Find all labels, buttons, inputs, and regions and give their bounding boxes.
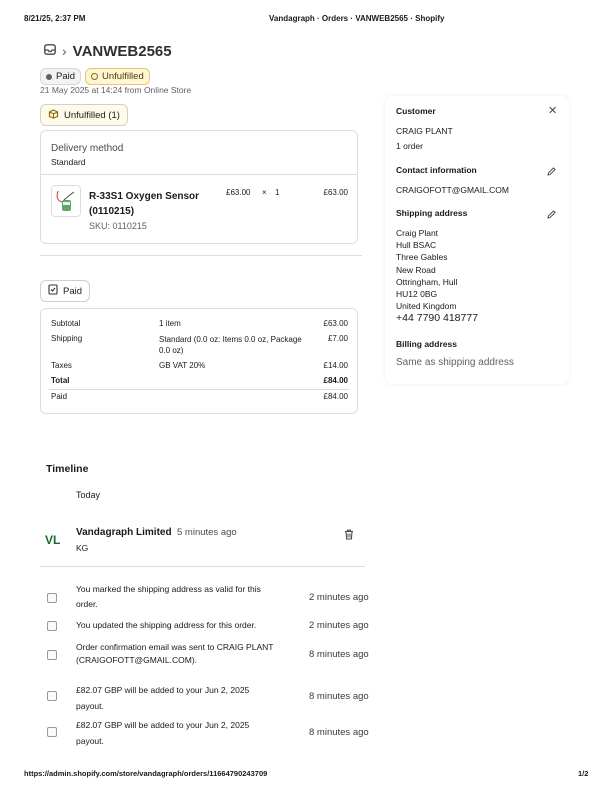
print-url[interactable]: https://admin.shopify.com/store/vandagraph/orders/11664790243709 (24, 769, 268, 778)
order-title-row (44, 42, 172, 60)
section-divider (40, 255, 362, 256)
paid-status-label: Paid (63, 285, 83, 297)
customer-orders[interactable]: 1 order (396, 141, 423, 151)
taxes-desc[interactable]: GB VAT 20% (159, 361, 206, 370)
product-name-line2: (0110215) (89, 206, 135, 217)
event-time: 8 minutes ago (309, 691, 369, 702)
billing-address-label: Billing address (396, 339, 457, 349)
event-checkbox[interactable] (47, 593, 57, 603)
times-sign: × (262, 188, 267, 197)
customer-section-label: Customer (396, 106, 436, 116)
comment-time: 5 minutes ago (177, 527, 237, 538)
address-line: Three Gables (396, 252, 448, 263)
event-checkbox[interactable] (47, 727, 57, 737)
timeline-title: Timeline (46, 463, 89, 475)
event-time: 8 minutes ago (309, 649, 369, 660)
unfulfilled-status-pill[interactable] (40, 104, 128, 126)
delivery-method-label: Delivery method (51, 143, 124, 154)
paid-badge (40, 68, 81, 85)
pencil-icon[interactable] (546, 207, 557, 225)
event-time: 2 minutes ago (309, 620, 369, 631)
avatar: VL (45, 533, 61, 547)
shipping-desc (159, 334, 302, 356)
unfulfilled-status-label: Unfulfilled (1) (64, 109, 120, 121)
timeline-event (76, 682, 249, 714)
close-icon[interactable]: ✕ (548, 105, 558, 117)
unit-price: £63.00 (226, 188, 251, 197)
fulfillment-card (40, 130, 358, 244)
event-text-line2: payout. (76, 701, 104, 711)
address-line: HU12 0BG (396, 289, 438, 300)
card-divider (41, 174, 357, 175)
customer-email[interactable]: CRAIGOFOTT@GMAIL.COM (396, 185, 509, 195)
comment-text: KG (76, 543, 89, 553)
product-sku: SKU: 0110215 (89, 221, 147, 231)
event-checkbox[interactable] (47, 621, 57, 631)
address-line: Craig Plant (396, 228, 439, 238)
print-datetime: 8/21/25, 2:37 PM (24, 14, 86, 23)
receipt-icon (48, 284, 58, 298)
paid-dot-icon (46, 74, 52, 80)
unfulfilled-badge-label: Unfulfilled (102, 71, 144, 82)
shipping-address-label: Shipping address (396, 208, 468, 218)
timeline-today: Today (76, 490, 101, 500)
comment-divider (40, 566, 365, 567)
paid-badge-label: Paid (56, 71, 76, 82)
shipping-address-block (396, 227, 457, 312)
address-line: New Road (396, 264, 436, 275)
event-text-line1: Order confirmation email was sent to CRAIG PLANT (76, 642, 274, 652)
trash-icon[interactable] (344, 527, 354, 545)
chevron-right-icon: › (62, 43, 67, 59)
shipping-amount: £7.00 (327, 334, 348, 343)
paid-amount: £84.00 (323, 392, 348, 401)
address-line: Ottringham, Hull (396, 276, 458, 287)
event-text-line1: £82.07 GBP will be added to your Jun 2, 2025 (76, 685, 250, 695)
order-number: VANWEB2565 (72, 42, 172, 60)
event-time: 8 minutes ago (309, 727, 369, 738)
comment-author[interactable]: Vandagraph Limited (76, 527, 172, 538)
order-date-source: 21 May 2025 at 14:24 from Online Store (40, 85, 192, 95)
payment-card (40, 308, 358, 414)
taxes-label: Taxes (51, 361, 72, 370)
event-time: 2 minutes ago (309, 592, 369, 603)
taxes-amount: £14.00 (323, 361, 348, 370)
shipping-label: Shipping (51, 334, 83, 343)
status-badges (40, 68, 150, 85)
address-line: Hull BSAC (396, 240, 437, 251)
unfulfilled-badge (85, 68, 150, 85)
paid-status-pill[interactable] (40, 280, 90, 302)
product-thumbnail[interactable] (51, 185, 81, 217)
box-icon (48, 108, 59, 122)
paid-label: Paid (51, 392, 68, 401)
product-name-line1: R-33S1 Oxygen Sensor (89, 191, 200, 202)
unfulfilled-ring-icon (91, 73, 98, 80)
event-text-line2: order. (76, 599, 98, 609)
line-total: £63.00 (323, 188, 348, 197)
customer-name[interactable]: CRAIG PLANT (396, 126, 453, 136)
delivery-method-value: Standard (51, 157, 86, 167)
address-line: United Kingdom (396, 301, 457, 312)
timeline-event (76, 618, 256, 633)
total-amount: £84.00 (323, 376, 348, 385)
product-name[interactable] (89, 189, 199, 219)
event-text-line1: You updated the shipping address for this order. (76, 620, 257, 630)
shipping-desc-line1: Standard (0.0 oz: Items 0.0 oz, Package (159, 335, 302, 344)
timeline-event (76, 641, 273, 667)
pencil-icon[interactable] (546, 164, 557, 182)
print-page-number: 1/2 (578, 769, 589, 778)
shipping-desc-line2: 0.0 oz) (159, 346, 184, 355)
subtotal-amount: £63.00 (323, 319, 348, 328)
customer-phone[interactable]: +44 7790 418777 (396, 312, 479, 324)
event-text-line1: You marked the shipping address as valid for this (76, 584, 261, 594)
print-page-title: Vandagraph · Orders · VANWEB2565 · Shopify (269, 14, 445, 23)
timeline-event (76, 582, 261, 612)
timeline-event (76, 717, 249, 749)
event-text-line2: payout. (76, 736, 104, 746)
billing-address-value: Same as shipping address (396, 357, 514, 368)
subtotal-label: Subtotal (51, 319, 81, 328)
total-label: Total (51, 376, 70, 385)
event-text-line1: £82.07 GBP will be added to your Jun 2, 2025 (76, 720, 250, 730)
customer-sidebar (385, 96, 569, 384)
event-checkbox[interactable] (47, 650, 57, 660)
paid-divider (49, 389, 349, 390)
event-checkbox[interactable] (47, 691, 57, 701)
quantity: 1 (275, 188, 280, 197)
subtotal-desc: 1 item (159, 319, 181, 328)
event-text-line2: (CRAIGOFOTT@GMAIL.COM). (76, 655, 198, 665)
contact-info-label: Contact information (396, 165, 477, 175)
inbox-icon[interactable] (44, 42, 56, 60)
